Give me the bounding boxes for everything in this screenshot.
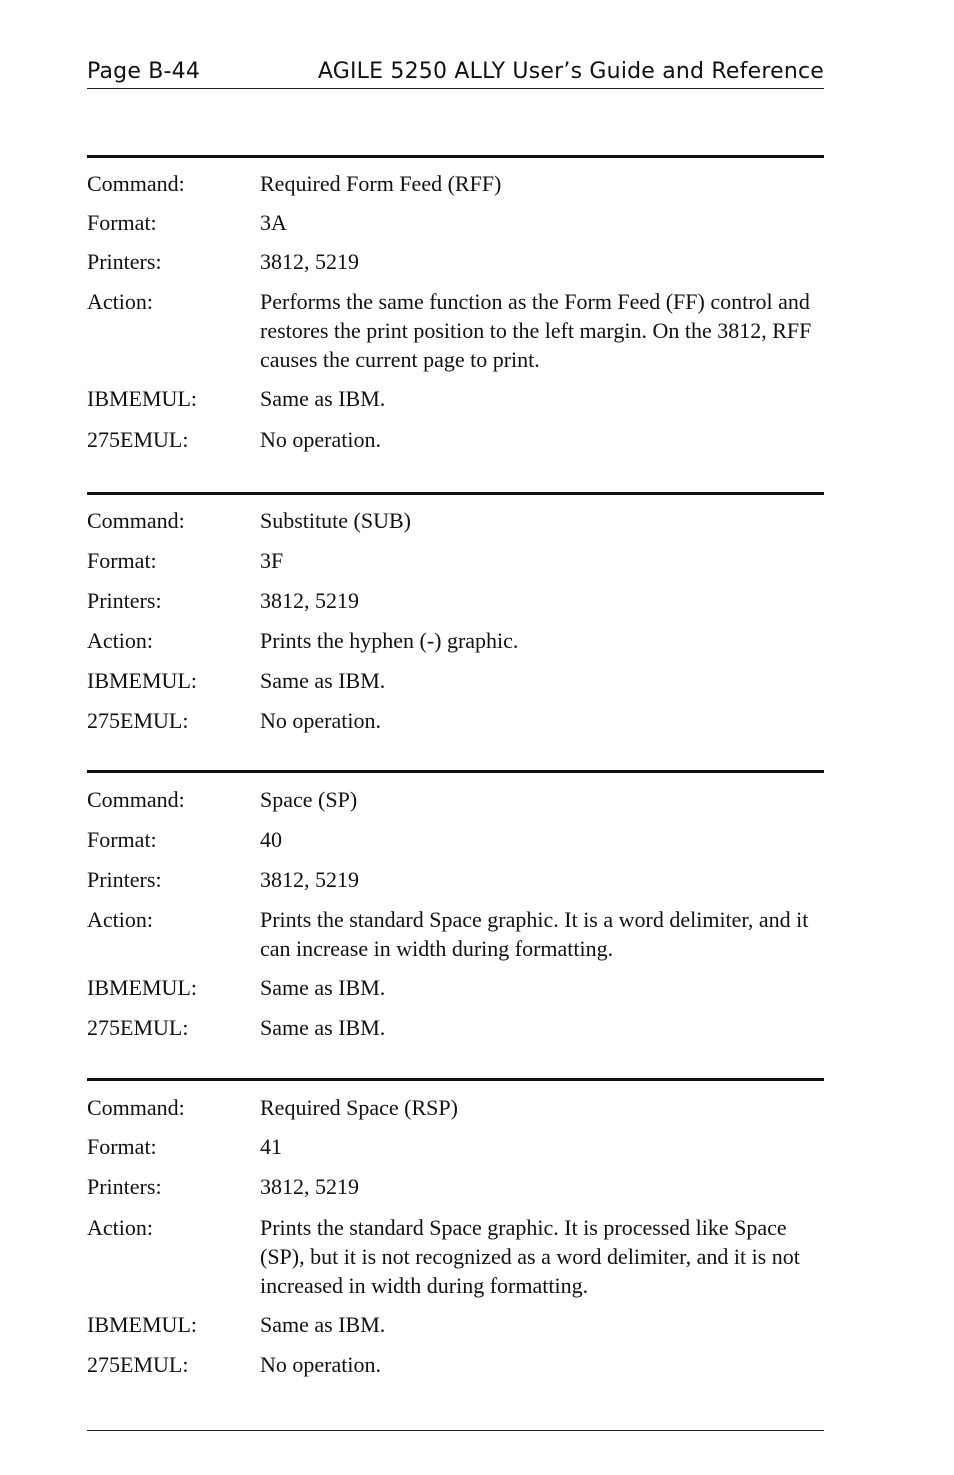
- action-value: Prints the standard Space graphic. It is processed like Space (SP), but it is not recognized as a word delimiter, and it is not increased in width during formatting.: [260, 1215, 800, 1298]
- format-label: Format:: [87, 548, 157, 573]
- page-number: Page B-44: [87, 59, 201, 84]
- printers-row: [87, 247, 824, 276]
- format-value: 40: [260, 827, 282, 852]
- ibmemul-value: Same as IBM.: [260, 1312, 386, 1337]
- page-header: [87, 56, 824, 89]
- document-title: AGILE 5250 ALLY User’s Guide and Reference: [317, 59, 824, 84]
- emul275-row: [87, 706, 824, 735]
- ibmemul-row: [87, 384, 824, 413]
- emul275-value: No operation.: [260, 427, 381, 452]
- printers-row: [87, 1172, 824, 1201]
- printers-label: Printers:: [87, 588, 162, 613]
- format-row: [87, 208, 824, 237]
- command-label: Command:: [87, 1095, 185, 1120]
- command-row: [87, 169, 824, 198]
- command-label: Command:: [87, 508, 185, 533]
- command-row: [87, 506, 824, 535]
- format-label: Format:: [87, 210, 157, 235]
- format-value: 3F: [260, 548, 284, 573]
- action-value: Prints the standard Space graphic. It is a word delimiter, and it can increase in width during formatting.: [260, 907, 809, 961]
- emul275-row: [87, 1013, 824, 1042]
- ibmemul-label: IBMEMUL:: [87, 1312, 197, 1337]
- ibmemul-label: IBMEMUL:: [87, 975, 197, 1000]
- emul275-label: 275EMUL:: [87, 708, 189, 733]
- action-label: Action:: [87, 628, 153, 653]
- command-row: [87, 785, 824, 814]
- ibmemul-value: Same as IBM.: [260, 386, 386, 411]
- printers-row: [87, 865, 824, 894]
- action-label: Action:: [87, 289, 153, 314]
- emul275-value: Same as IBM.: [260, 1015, 386, 1040]
- printers-label: Printers:: [87, 249, 162, 274]
- printers-value: 3812, 5219: [260, 249, 359, 274]
- printers-label: Printers:: [87, 1174, 162, 1199]
- action-value: Prints the hyphen (-) graphic.: [260, 628, 519, 653]
- command-label: Command:: [87, 171, 185, 196]
- ibmemul-label: IBMEMUL:: [87, 668, 197, 693]
- printers-label: Printers:: [87, 867, 162, 892]
- ibmemul-value: Same as IBM.: [260, 668, 386, 693]
- command-entry-rff: [87, 155, 824, 454]
- ibmemul-label: IBMEMUL:: [87, 386, 197, 411]
- command-value: Space (SP): [260, 787, 358, 812]
- format-label: Format:: [87, 1134, 157, 1159]
- action-value: Performs the same function as the Form Feed (FF) control and restores the print position to the left margin. On the 3812, RFF causes the current page to print.: [260, 289, 812, 372]
- command-value: Required Form Feed (RFF): [260, 171, 502, 196]
- action-row: [87, 1213, 824, 1300]
- command-label: Command:: [87, 787, 185, 812]
- command-entry-rsp: [87, 1078, 824, 1379]
- ibmemul-row: [87, 666, 824, 695]
- action-label: Action:: [87, 907, 153, 932]
- action-row: [87, 287, 824, 374]
- action-row: [87, 905, 824, 963]
- printers-row: [87, 586, 824, 615]
- printers-value: 3812, 5219: [260, 1174, 359, 1199]
- command-entry-sp: [87, 770, 824, 1042]
- ibmemul-value: Same as IBM.: [260, 975, 386, 1000]
- format-row: [87, 1132, 824, 1161]
- format-label: Format:: [87, 827, 157, 852]
- emul275-label: 275EMUL:: [87, 1015, 189, 1040]
- emul275-row: [87, 1350, 824, 1379]
- command-value: Required Space (RSP): [260, 1095, 458, 1120]
- format-value: 3A: [260, 210, 287, 235]
- ibmemul-row: [87, 973, 824, 1002]
- emul275-label: 275EMUL:: [87, 427, 189, 452]
- command-row: [87, 1093, 824, 1122]
- format-row: [87, 825, 824, 854]
- action-row: [87, 626, 824, 655]
- command-value: Substitute (SUB): [260, 508, 411, 533]
- footer-rule: [87, 1430, 824, 1431]
- emul275-row: [87, 425, 824, 454]
- printers-value: 3812, 5219: [260, 588, 359, 613]
- emul275-value: No operation.: [260, 708, 381, 733]
- printers-value: 3812, 5219: [260, 867, 359, 892]
- emul275-value: No operation.: [260, 1352, 381, 1377]
- emul275-label: 275EMUL:: [87, 1352, 189, 1377]
- format-value: 41: [260, 1134, 282, 1159]
- command-entry-sub: [87, 492, 824, 735]
- action-label: Action:: [87, 1215, 153, 1240]
- ibmemul-row: [87, 1310, 824, 1339]
- format-row: [87, 546, 824, 575]
